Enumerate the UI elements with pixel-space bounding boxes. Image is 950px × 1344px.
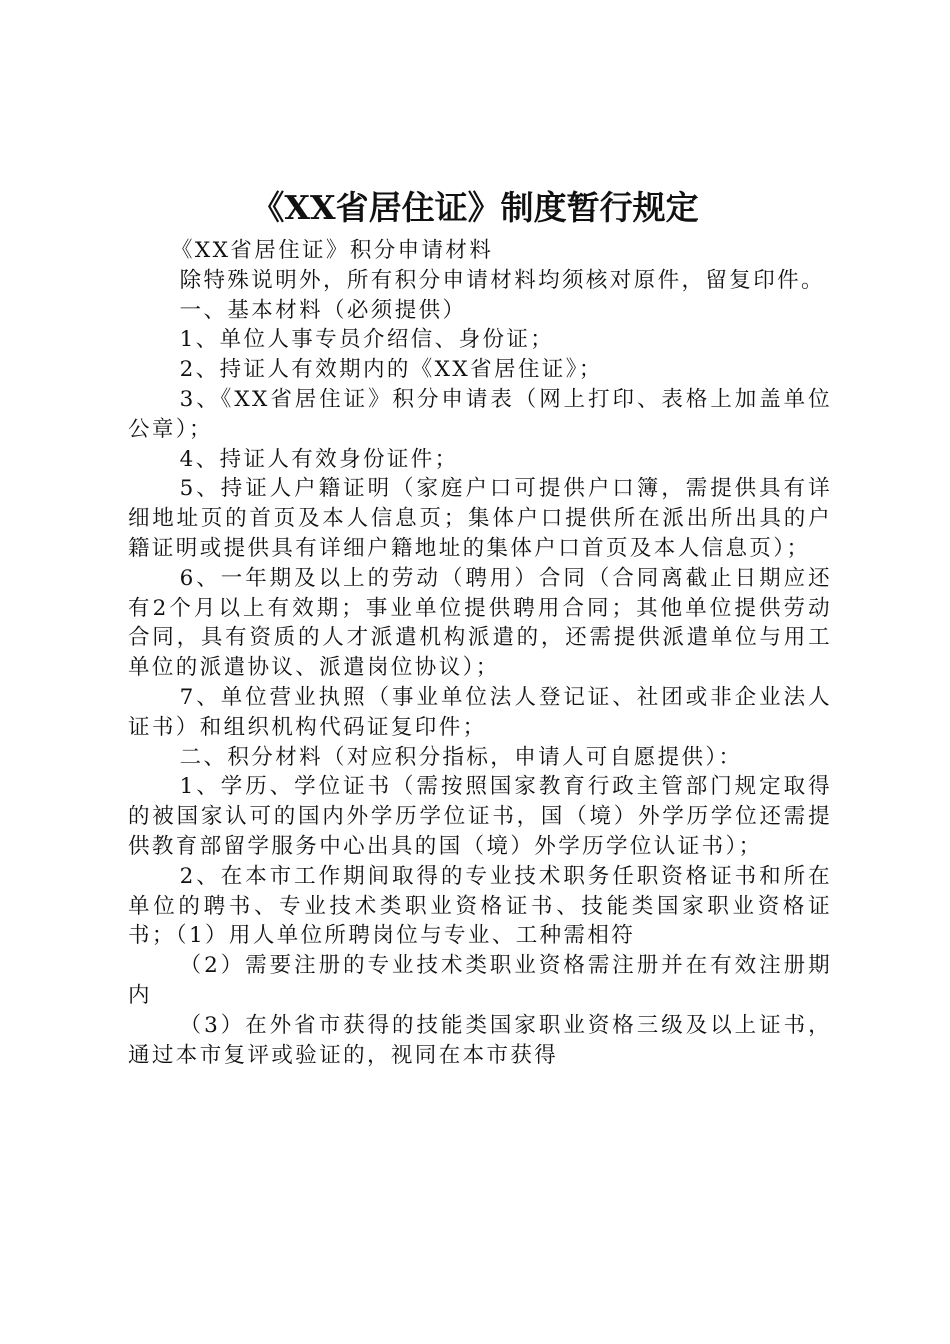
section-heading-basic: 一、基本材料（必须提供）	[179, 297, 467, 323]
list-item: 3、《XX省居住证》积分申请表（网上打印、表格上加盖单位公章）；	[128, 386, 832, 442]
list-item: 5、持证人户籍证明（家庭户口可提供户口簿，需提供具有详细地址页的首页及本人信息页；集体户口提供所在派出所出具的户籍证明或提供具有详细户籍地址的集体户口首页及本人信息页）；	[128, 476, 832, 561]
list-item: 1、单位人事专员介绍信、身份证；	[179, 327, 555, 353]
list-item: 4、持证人有效身份证件；	[179, 446, 459, 472]
sub-item: （2）需要注册的专业技术类职业资格需注册并在有效注册期内	[128, 953, 832, 1008]
list-item: 7、单位营业执照（事业单位法人登记证、社团或非企业法人证书）和组织机构代码证复印件；	[128, 684, 832, 740]
sub-item: （3）在外省市获得的技能类国家职业资格三级及以上证书，通过本市复评或验证的，视同在本市获得	[128, 1012, 832, 1068]
list-item: 2、持证人有效期内的《XX省居住证》；	[179, 357, 603, 383]
paragraph-subtitle: 《XX省居住证》积分申请材料	[171, 238, 494, 263]
document-body	[128, 236, 832, 1070]
document-title: 《XX省居住证》制度暂行规定	[251, 188, 699, 227]
section-heading-points: 二、积分材料（对应积分指标，申请人可自愿提供）：	[179, 744, 743, 770]
list-item: 2、在本市工作期间取得的专业技术职务任职资格证书和所在单位的聘书、专业技术类职业资格证书、技能类国家职业资格证书；（1）用人单位所聘岗位与专业、工种需相符	[128, 863, 832, 949]
paragraph-intro: 除特殊说明外，所有积分申请材料均须核对原件，留复印件。	[179, 267, 825, 293]
list-item: 1、学历、学位证书（需按照国家教育行政主管部门规定取得的被国家认可的国内外学历学位证书，国（境）外学历学位还需提供教育部留学服务中心出具的国（境）外学历学位认证书）；	[128, 774, 832, 859]
list-item: 6、一年期及以上的劳动（聘用）合同（合同离截止日期应还有2个月以上有效期；事业单位提供聘用合同；其他单位提供劳动合同，具有资质的人才派遣机构派遣的，还需提供派遣单位与用工单位的派遣协议、派遣岗位协议）；	[128, 565, 832, 681]
